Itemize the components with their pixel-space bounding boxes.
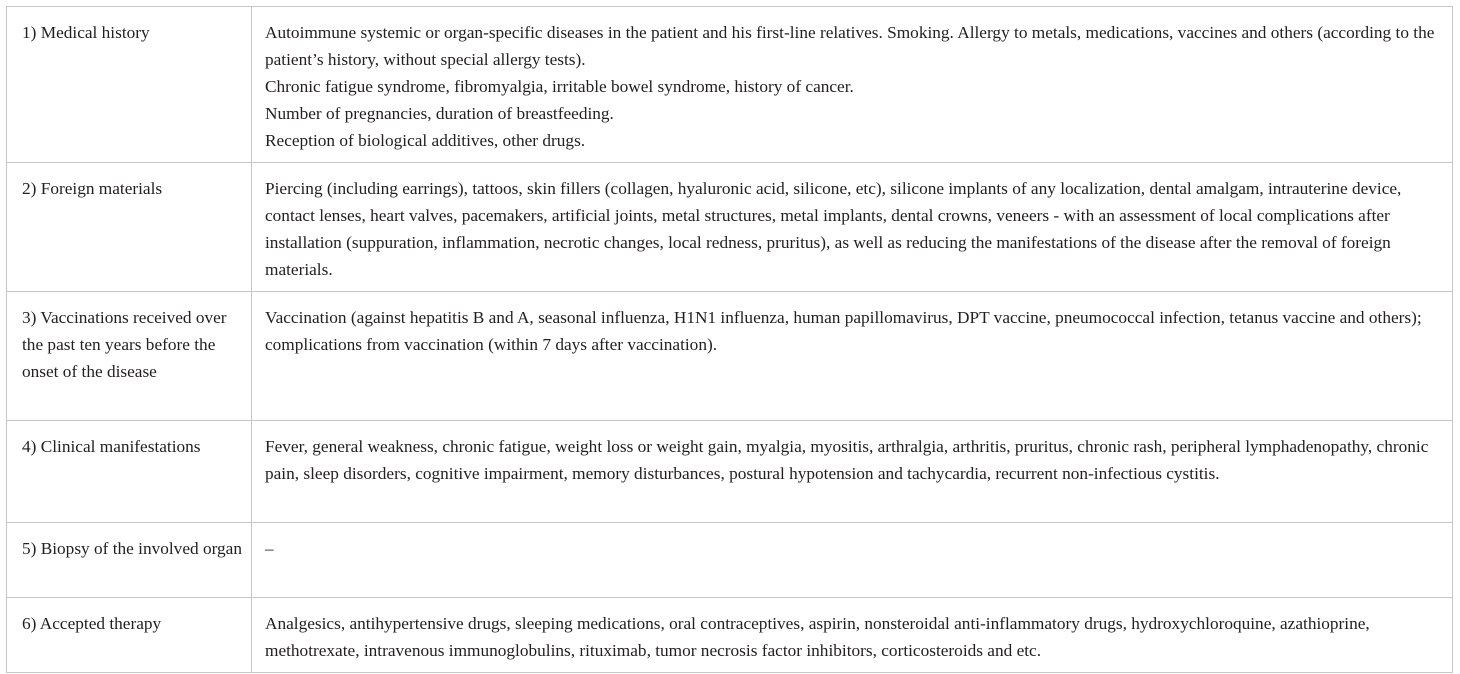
content-line: – — [265, 539, 274, 558]
row-content — [252, 523, 1453, 598]
content-line: Number of pregnancies, duration of breastfeeding. — [265, 104, 614, 123]
content-line: Autoimmune systemic or organ-specific diseases in the patient and his first-line relatives. Smoking. Allergy to metals, medications, vaccines and others (according to the patient’s history, without special allergy tests). — [265, 23, 1435, 69]
row-label: 2) Foreign materials — [7, 163, 252, 292]
row-label: 6) Accepted therapy — [7, 598, 252, 673]
row-label: 1) Medical history — [7, 7, 252, 163]
content-line: Analgesics, antihypertensive drugs, sleeping medications, oral contraceptives, aspirin, nonsteroidal anti-inflammatory drugs, hydroxychloroquine, azathioprine, methotrexate, intravenous immunoglobulins, rituximab, tumor necrosis factor inhibitors, corticosteroids and etc. — [265, 614, 1370, 660]
content-line: Fever, general weakness, chronic fatigue, weight loss or weight gain, myalgia, myositis, arthralgia, arthritis, pruritus, chronic rash, peripheral lymphadenopathy, chronic pain, sleep disorders, cognitive impairment, memory disturbances, postural hypotension and tachycardia, recurrent non-infectious cystitis. — [265, 437, 1429, 483]
row-content — [252, 7, 1453, 163]
content-line: Chronic fatigue syndrome, fibromyalgia, irritable bowel syndrome, history of cancer. — [265, 77, 854, 96]
row-label: 3) Vaccinations received over the past ten years before the onset of the disease — [7, 292, 252, 421]
row-content — [252, 421, 1453, 523]
content-line: Vaccination (against hepatitis B and A, seasonal influenza, H1N1 influenza, human papillomavirus, DPT vaccine, pneumococcal infection, tetanus vaccine and others); complications from vaccination (within 7 days after vaccination). — [265, 308, 1422, 354]
table-row-accepted-therapy — [7, 598, 1453, 673]
table-row-foreign-materials — [7, 163, 1453, 292]
table-row-medical-history — [7, 7, 1453, 163]
criteria-table — [6, 6, 1453, 673]
row-label: 4) Clinical manifestations — [7, 421, 252, 523]
table-row-vaccinations — [7, 292, 1453, 421]
content-line: Reception of biological additives, other drugs. — [265, 131, 586, 150]
content-line: Piercing (including earrings), tattoos, skin fillers (collagen, hyaluronic acid, silicone, etc), silicone implants of any localization, dental amalgam, intrauterine device, contact lenses, heart valves, pacemakers, artificial joints, metal structures, metal implants, dental crowns, veneers - with an assessment of local complications after installation (suppuration, inflammation, necrotic changes, local redness, pruritus), as well as reducing the manifestations of the disease after the removal of foreign materials. — [265, 179, 1402, 279]
row-content — [252, 292, 1453, 421]
table-row-clinical-manifestations — [7, 421, 1453, 523]
table-row-biopsy — [7, 523, 1453, 598]
row-content — [252, 598, 1453, 673]
row-content — [252, 163, 1453, 292]
row-label: 5) Biopsy of the involved organ — [7, 523, 252, 598]
